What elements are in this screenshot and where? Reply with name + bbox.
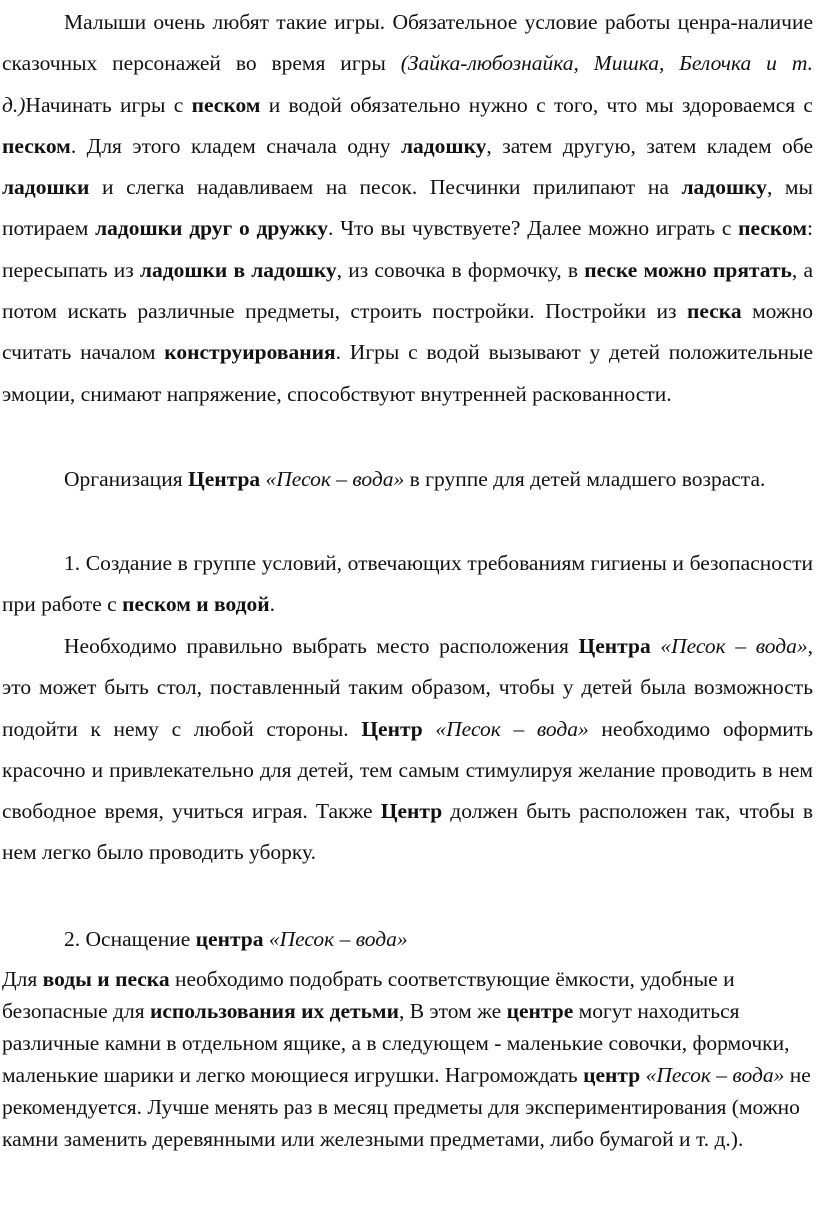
paragraph-item-2-equipment — [0, 919, 816, 960]
bold-text: центр — [583, 1062, 641, 1087]
text-run: можно считать началом — [2, 299, 813, 365]
text-run: и слегка надавливаем на песок. Песчинки прилипают на — [89, 175, 682, 200]
bold-text: центра — [195, 927, 264, 951]
text-run: , затем другую, затем кладем обе — [486, 133, 813, 158]
italic-text: «Песок – вода» — [260, 467, 405, 491]
bold-text: Центр — [380, 799, 443, 824]
text-run: Организация — [64, 467, 188, 491]
italic-text: «Песок – вода» — [422, 716, 589, 741]
bold-text: песке можно прятать — [584, 257, 792, 282]
italic-text: «Песок – вода» — [640, 1062, 785, 1087]
text-run: . — [269, 592, 276, 617]
bold-text: воды и песка — [42, 967, 170, 991]
bold-text: песком и водой — [122, 592, 270, 617]
bold-text: Центра — [578, 634, 651, 658]
bold-text: ладошки — [2, 175, 90, 200]
text-run: . Для этого кладем сначала одну — [70, 133, 401, 158]
text-run: необходимо оформить красочно и привлекательно для детей, тем самым стимулируя желание проводить в нем свободное время, учиться играя. Также — [2, 716, 814, 824]
paragraph-sand-water-games — [0, 2, 816, 415]
text-run: должен быть расположен так, чтобы в нем легко было проводить уборку. — [2, 799, 813, 865]
bold-text: песком — [191, 92, 261, 117]
text-run: необходимо подобрать соответствующие ёмкости, удобные и безопасные для — [2, 967, 735, 1023]
paragraph-center-organization — [0, 459, 816, 500]
bold-text: Центра — [187, 467, 261, 491]
bold-text: Центр — [361, 716, 423, 741]
text-run: , из совочка в формочку, в — [336, 257, 585, 282]
text-run: могут находиться различные камни в отдельном ящике, а в следующем - маленькие совочки, формочки, маленькие шарики и легко моющиеся игрушки. Нагромождать — [2, 998, 790, 1087]
bold-text: использования их детьми — [149, 998, 399, 1023]
italic-text: (Зайка-любознайка, Мишка, Белочка и т. д.) — [2, 51, 813, 117]
bold-text: ладошки друг о дружку — [95, 216, 328, 241]
text-run: 2. Оснащение — [64, 927, 196, 951]
text-run: 1. Создание в группе условий, отвечающих требованиям гигиены и безопасности при работе с — [2, 551, 813, 617]
text-run: в группе для детей младшего возраста. — [404, 467, 766, 491]
italic-text: «Песок – вода» — [263, 927, 408, 951]
text-run: Необходимо правильно выбрать место расположения — [64, 634, 579, 658]
text-run: . Что вы чувствуете? Далее можно играть с — [327, 216, 739, 241]
bold-text: ладошки в ладошку — [139, 257, 337, 282]
text-run: , В этом же — [398, 998, 507, 1023]
text-run: : пересыпать из — [2, 216, 813, 282]
bold-text: центре — [506, 998, 574, 1023]
text-run: , мы потираем — [2, 175, 813, 241]
text-run: , а потом искать различные предметы, строить постройки. Постройки из — [2, 257, 813, 324]
paragraph-equipment-details — [0, 964, 816, 1155]
bold-text: ладошку — [681, 175, 767, 200]
text-run: Начинать игры с — [25, 92, 192, 117]
bold-text: песка — [687, 299, 742, 324]
text-run: и водой обязательно нужно с того, что мы здороваемся с — [260, 92, 813, 117]
text-run: Для — [2, 967, 43, 991]
text-run: . Игры с водой вызывают у детей положительные эмоции, снимают напряжение, способствуют внутренней раскованности. — [2, 340, 813, 406]
text-run: Малыши очень любят такие игры. Обязательное условие работы ценра-наличие сказочных персонажей во время игры — [2, 10, 813, 76]
bold-text: ладошку — [400, 133, 487, 158]
bold-text: песком — [2, 133, 71, 158]
paragraph-center-location — [0, 626, 816, 874]
text-run: не рекомендуется. Лучше менять раз в месяц предметы для экспериментирования (можно камни заменить деревянными или железными предметами, либо бумагой и т. д.). — [2, 1062, 811, 1151]
text-run: , это может быть стол, поставленный таким образом, чтобы у детей была возможность подойти к нему с любой стороны. — [2, 634, 813, 741]
italic-text: «Песок – вода» — [650, 634, 808, 658]
bold-text: песком — [738, 216, 807, 241]
bold-text: конструирования — [164, 340, 336, 365]
paragraph-item-1-conditions — [0, 543, 816, 626]
